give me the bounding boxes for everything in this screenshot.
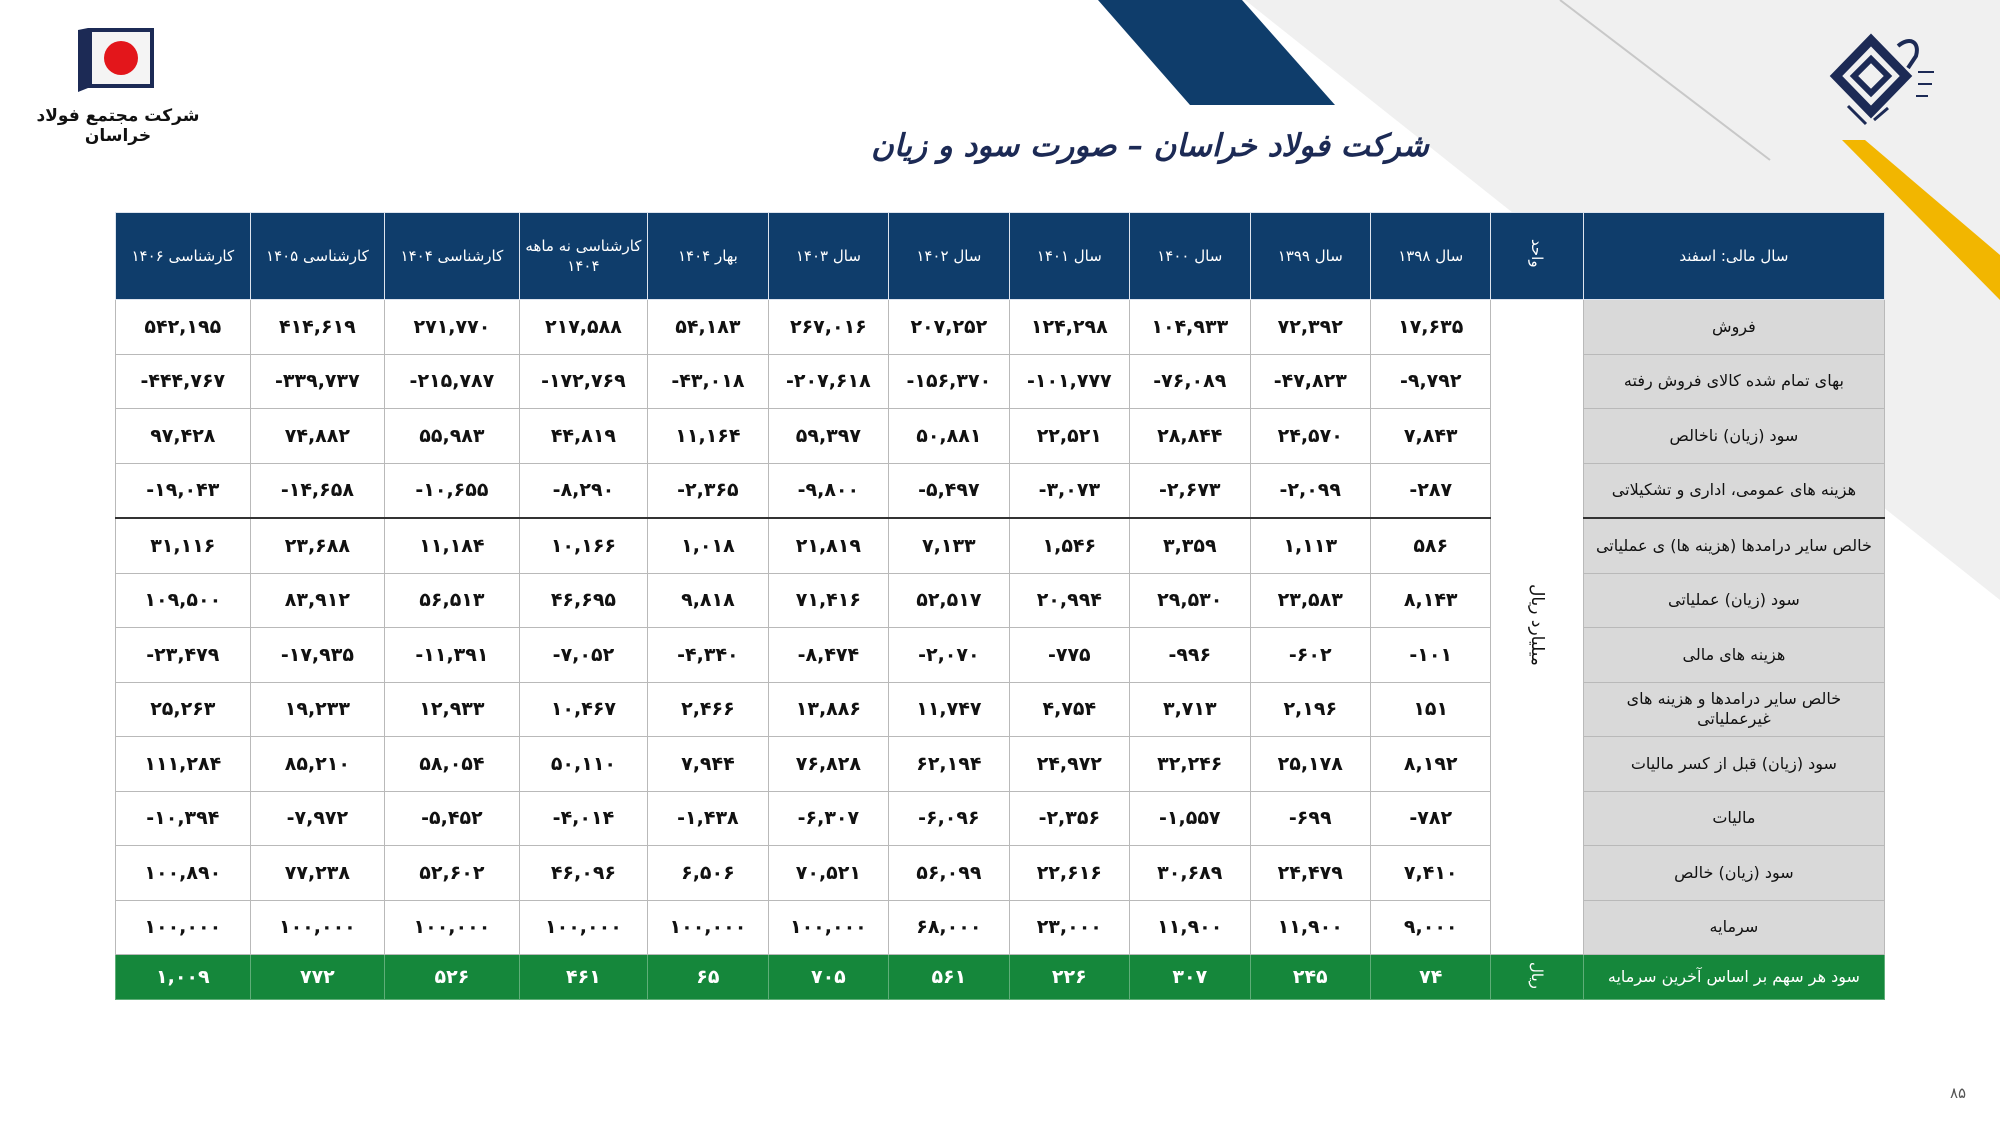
value-cell: ۱۰۰,۰۰۰ — [768, 900, 888, 955]
value-cell: ۱۱۱,۲۸۴ — [116, 737, 251, 792]
value-cell: ۴,۷۵۴ — [1009, 682, 1129, 737]
header-col: سال ۱۳۹۹ — [1250, 213, 1370, 300]
value-cell: ۷۶,۸۲۸ — [768, 737, 888, 792]
value-cell: ۱۷۲,۷۶۹- — [519, 354, 648, 409]
value-cell: ۲۴,۹۷۲ — [1009, 737, 1129, 792]
value-cell: ۲۰۷,۲۵۲ — [889, 300, 1009, 355]
row-label: خالص سایر درامدها و هزینه های غیرعملیاتی — [1583, 682, 1884, 737]
value-cell: ۱۰۱- — [1370, 628, 1490, 683]
value-cell: ۱۰۰,۰۰۰ — [385, 900, 520, 955]
value-cell: ۱۱,۹۰۰ — [1250, 900, 1370, 955]
table-row — [116, 354, 1885, 409]
value-cell: ۴۴۴,۷۶۷- — [116, 354, 251, 409]
exchange-logo-icon — [1826, 26, 1942, 138]
value-cell: ۵۴,۱۸۳ — [648, 300, 768, 355]
header-col: سال ۱۴۰۳ — [768, 213, 888, 300]
value-cell: ۹,۰۰۰ — [1370, 900, 1490, 955]
value-cell: ۱,۵۵۷- — [1130, 791, 1250, 846]
value-cell: ۷,۰۵۲- — [519, 628, 648, 683]
value-cell: ۱۰,۶۵۵- — [385, 463, 520, 518]
value-cell: ۷,۱۳۳ — [889, 518, 1009, 573]
value-cell: ۲,۰۹۹- — [1250, 463, 1370, 518]
value-cell: ۳۰,۶۸۹ — [1130, 846, 1250, 901]
value-cell: ۸,۲۹۰- — [519, 463, 648, 518]
value-cell: ۱۰,۴۶۷ — [519, 682, 648, 737]
value-cell: ۱۰۰,۰۰۰ — [116, 900, 251, 955]
value-cell: ۳,۳۵۹ — [1130, 518, 1250, 573]
row-label: سود (زیان) قبل از کسر مالیات — [1583, 737, 1884, 792]
eps-value-cell: ۳۰۷ — [1130, 955, 1250, 1000]
value-cell: ۵۰,۸۸۱ — [889, 409, 1009, 464]
eps-row — [116, 955, 1885, 1000]
header-fiscal-year: سال مالی: اسفند — [1583, 213, 1884, 300]
value-cell: ۹,۷۹۲- — [1370, 354, 1490, 409]
header-col: سال ۱۳۹۸ — [1370, 213, 1490, 300]
table-row — [116, 518, 1885, 573]
value-cell: ۲۹,۵۳۰ — [1130, 573, 1250, 628]
row-label: سود (زیان) ناخالص — [1583, 409, 1884, 464]
value-cell: ۱۰۹,۵۰۰ — [116, 573, 251, 628]
value-cell: ۴۷,۸۲۳- — [1250, 354, 1370, 409]
row-label: مالیات — [1583, 791, 1884, 846]
value-cell: ۷,۹۷۲- — [250, 791, 385, 846]
eps-value-cell: ۵۶۱ — [889, 955, 1009, 1000]
value-cell: ۳,۷۱۳ — [1130, 682, 1250, 737]
value-cell: ۶۸,۰۰۰ — [889, 900, 1009, 955]
eps-unit-label: ریال — [1528, 961, 1547, 989]
value-cell: ۲۰,۹۹۴ — [1009, 573, 1129, 628]
value-cell: ۷۴,۸۸۲ — [250, 409, 385, 464]
row-label: بهای تمام شده کالای فروش رفته — [1583, 354, 1884, 409]
value-cell: ۸۵,۲۱۰ — [250, 737, 385, 792]
value-cell: ۲۰۷,۶۱۸- — [768, 354, 888, 409]
value-cell: ۲,۳۶۵- — [648, 463, 768, 518]
value-cell: ۱۴,۶۵۸- — [250, 463, 385, 518]
value-cell: ۱۰,۱۶۶ — [519, 518, 648, 573]
value-cell: ۹۹۶- — [1130, 628, 1250, 683]
value-cell: ۲۴,۴۷۹ — [1250, 846, 1370, 901]
table-row — [116, 463, 1885, 518]
table-row — [116, 573, 1885, 628]
value-cell: ۶,۰۹۶- — [889, 791, 1009, 846]
value-cell: ۵۶,۵۱۳ — [385, 573, 520, 628]
table-row — [116, 300, 1885, 355]
value-cell: ۷۶,۰۸۹- — [1130, 354, 1250, 409]
value-cell: ۷,۴۱۰ — [1370, 846, 1490, 901]
value-cell: ۱۲,۹۳۳ — [385, 682, 520, 737]
value-cell: ۵۲,۵۱۷ — [889, 573, 1009, 628]
value-cell: ۵۶,۰۹۹ — [889, 846, 1009, 901]
value-cell: ۱۹,۰۴۳- — [116, 463, 251, 518]
value-cell: ۲۲,۵۲۱ — [1009, 409, 1129, 464]
value-cell: ۴۱۴,۶۱۹ — [250, 300, 385, 355]
value-cell: ۵۸,۰۵۴ — [385, 737, 520, 792]
value-cell: ۲۳,۵۸۳ — [1250, 573, 1370, 628]
value-cell: ۸,۴۷۴- — [768, 628, 888, 683]
value-cell: ۹,۸۰۰- — [768, 463, 888, 518]
header-col: سال ۱۴۰۱ — [1009, 213, 1129, 300]
value-cell: ۵۹,۳۹۷ — [768, 409, 888, 464]
value-cell: ۲۳,۰۰۰ — [1009, 900, 1129, 955]
value-cell: ۱۱,۹۰۰ — [1130, 900, 1250, 955]
row-label: هزینه های مالی — [1583, 628, 1884, 683]
value-cell: ۲۳,۴۷۹- — [116, 628, 251, 683]
value-cell: ۲۸۷- — [1370, 463, 1490, 518]
value-cell: ۱۰۱,۷۷۷- — [1009, 354, 1129, 409]
value-cell: ۷۲,۳۹۲ — [1250, 300, 1370, 355]
value-cell: ۱۷,۹۳۵- — [250, 628, 385, 683]
value-cell: ۱۳,۸۸۶ — [768, 682, 888, 737]
unit-cell — [1491, 300, 1583, 955]
value-cell: ۲۵,۱۷۸ — [1250, 737, 1370, 792]
header-col: بهار ۱۴۰۴ — [648, 213, 768, 300]
value-cell: ۳,۰۷۳- — [1009, 463, 1129, 518]
header-col: کارشناسی ۱۴۰۶ — [116, 213, 251, 300]
value-cell: ۱,۱۱۳ — [1250, 518, 1370, 573]
eps-value-cell: ۷۰۵ — [768, 955, 888, 1000]
value-cell: ۶۲,۱۹۴ — [889, 737, 1009, 792]
table-row — [116, 737, 1885, 792]
value-cell: ۱۰,۳۹۴- — [116, 791, 251, 846]
value-cell: ۷۷۵- — [1009, 628, 1129, 683]
value-cell: ۱۹,۲۳۳ — [250, 682, 385, 737]
table-row — [116, 682, 1885, 737]
value-cell: ۶,۳۰۷- — [768, 791, 888, 846]
row-label: خالص سایر درامدها (هزینه ها) ی عملیاتی — [1583, 518, 1884, 573]
eps-value-cell: ۵۲۶ — [385, 955, 520, 1000]
page-title: شرکت فولاد خراسان – صورت سود و زیان — [871, 128, 1429, 164]
value-cell: ۲۸,۸۴۴ — [1130, 409, 1250, 464]
income-statement-table — [115, 212, 1885, 1000]
value-cell: ۱,۰۱۸ — [648, 518, 768, 573]
value-cell: ۵,۴۵۲- — [385, 791, 520, 846]
value-cell: ۱۰۰,۰۰۰ — [648, 900, 768, 955]
header-unit: واحد — [1491, 213, 1583, 300]
value-cell: ۷۸۲- — [1370, 791, 1490, 846]
value-cell: ۸,۱۴۳ — [1370, 573, 1490, 628]
value-cell: ۵,۴۹۷- — [889, 463, 1009, 518]
foolad-khorasan-logo-icon — [74, 28, 160, 100]
value-cell: ۲۱۵,۷۸۷- — [385, 354, 520, 409]
value-cell: ۵۰,۱۱۰ — [519, 737, 648, 792]
value-cell: ۳۳۹,۷۳۷- — [250, 354, 385, 409]
company-logo-text: شرکت مجتمع فولاد خراسان — [36, 106, 200, 146]
company-logo — [18, 28, 218, 146]
header-col: سال ۱۴۰۰ — [1130, 213, 1250, 300]
value-cell: ۲,۳۵۶- — [1009, 791, 1129, 846]
value-cell: ۴۳,۰۱۸- — [648, 354, 768, 409]
table-header-row — [116, 213, 1885, 300]
value-cell: ۲۳,۶۸۸ — [250, 518, 385, 573]
value-cell: ۴,۰۱۴- — [519, 791, 648, 846]
value-cell: ۴۶,۰۹۶ — [519, 846, 648, 901]
value-cell: ۲,۴۶۶ — [648, 682, 768, 737]
value-cell: ۲۷۱,۷۷۰ — [385, 300, 520, 355]
table-row — [116, 791, 1885, 846]
value-cell: ۲۱,۸۱۹ — [768, 518, 888, 573]
value-cell: ۱۵۱ — [1370, 682, 1490, 737]
eps-value-cell: ۲۴۵ — [1250, 955, 1370, 1000]
value-cell: ۲,۰۷۰- — [889, 628, 1009, 683]
header-col: کارشناسی نه ماهه ۱۴۰۴ — [519, 213, 648, 300]
eps-value-cell: ۷۴ — [1370, 955, 1490, 1000]
eps-value-cell: ۷۷۲ — [250, 955, 385, 1000]
value-cell: ۵۲,۶۰۲ — [385, 846, 520, 901]
value-cell: ۱,۵۴۶ — [1009, 518, 1129, 573]
row-label: سود (زیان) خالص — [1583, 846, 1884, 901]
value-cell: ۶۰۲- — [1250, 628, 1370, 683]
eps-value-cell: ۴۶۱ — [519, 955, 648, 1000]
row-label: فروش — [1583, 300, 1884, 355]
value-cell: ۴۴,۸۱۹ — [519, 409, 648, 464]
value-cell: ۸,۱۹۲ — [1370, 737, 1490, 792]
value-cell: ۲۴,۵۷۰ — [1250, 409, 1370, 464]
eps-label: سود هر سهم بر اساس آخرین سرمایه — [1583, 955, 1884, 1000]
value-cell: ۱۷,۶۳۵ — [1370, 300, 1490, 355]
value-cell: ۱۱,۱۶۴ — [648, 409, 768, 464]
table-row — [116, 846, 1885, 901]
row-label: هزینه های عمومی، اداری و تشکیلاتی — [1583, 463, 1884, 518]
value-cell: ۲۶۷,۰۱۶ — [768, 300, 888, 355]
value-cell: ۵۴۲,۱۹۵ — [116, 300, 251, 355]
value-cell: ۷۱,۴۱۶ — [768, 573, 888, 628]
value-cell: ۹,۸۱۸ — [648, 573, 768, 628]
value-cell: ۲۵,۲۶۳ — [116, 682, 251, 737]
value-cell: ۱۱,۱۸۴ — [385, 518, 520, 573]
value-cell: ۲۲,۶۱۶ — [1009, 846, 1129, 901]
value-cell: ۱۲۴,۲۹۸ — [1009, 300, 1129, 355]
table-row — [116, 900, 1885, 955]
value-cell: ۴۶,۶۹۵ — [519, 573, 648, 628]
value-cell: ۱,۴۳۸- — [648, 791, 768, 846]
value-cell: ۹۷,۴۲۸ — [116, 409, 251, 464]
table-row — [116, 409, 1885, 464]
eps-value-cell: ۶۵ — [648, 955, 768, 1000]
value-cell: ۱۰۰,۸۹۰ — [116, 846, 251, 901]
value-cell: ۱۵۶,۳۷۰- — [889, 354, 1009, 409]
value-cell: ۶۹۹- — [1250, 791, 1370, 846]
eps-value-cell: ۱,۰۰۹ — [116, 955, 251, 1000]
row-label: سود (زیان) عملیاتی — [1583, 573, 1884, 628]
header-col: سال ۱۴۰۲ — [889, 213, 1009, 300]
value-cell: ۷۷,۲۳۸ — [250, 846, 385, 901]
value-cell: ۴,۳۴۰- — [648, 628, 768, 683]
value-cell: ۷۰,۵۲۱ — [768, 846, 888, 901]
table-row — [116, 628, 1885, 683]
header-col: کارشناسی ۱۴۰۵ — [250, 213, 385, 300]
value-cell: ۲,۱۹۶ — [1250, 682, 1370, 737]
value-cell: ۳۱,۱۱۶ — [116, 518, 251, 573]
value-cell: ۷,۸۴۳ — [1370, 409, 1490, 464]
page-number: ۸۵ — [1950, 1084, 1967, 1102]
value-cell: ۲۱۷,۵۸۸ — [519, 300, 648, 355]
value-cell: ۱۰۴,۹۳۳ — [1130, 300, 1250, 355]
value-cell: ۷,۹۴۴ — [648, 737, 768, 792]
value-cell: ۱۰۰,۰۰۰ — [250, 900, 385, 955]
eps-unit-cell — [1491, 955, 1583, 1000]
value-cell: ۳۲,۲۴۶ — [1130, 737, 1250, 792]
value-cell: ۵۸۶ — [1370, 518, 1490, 573]
header-col: کارشناسی ۱۴۰۴ — [385, 213, 520, 300]
value-cell: ۶,۵۰۶ — [648, 846, 768, 901]
value-cell: ۱۱,۳۹۱- — [385, 628, 520, 683]
row-label: سرمایه — [1583, 900, 1884, 955]
eps-value-cell: ۲۲۶ — [1009, 955, 1129, 1000]
unit-label: میلیارد ریال — [1527, 583, 1548, 666]
value-cell: ۱۰۰,۰۰۰ — [519, 900, 648, 955]
value-cell: ۵۵,۹۸۳ — [385, 409, 520, 464]
value-cell: ۱۱,۷۴۷ — [889, 682, 1009, 737]
value-cell: ۲,۶۷۳- — [1130, 463, 1250, 518]
value-cell: ۸۳,۹۱۲ — [250, 573, 385, 628]
